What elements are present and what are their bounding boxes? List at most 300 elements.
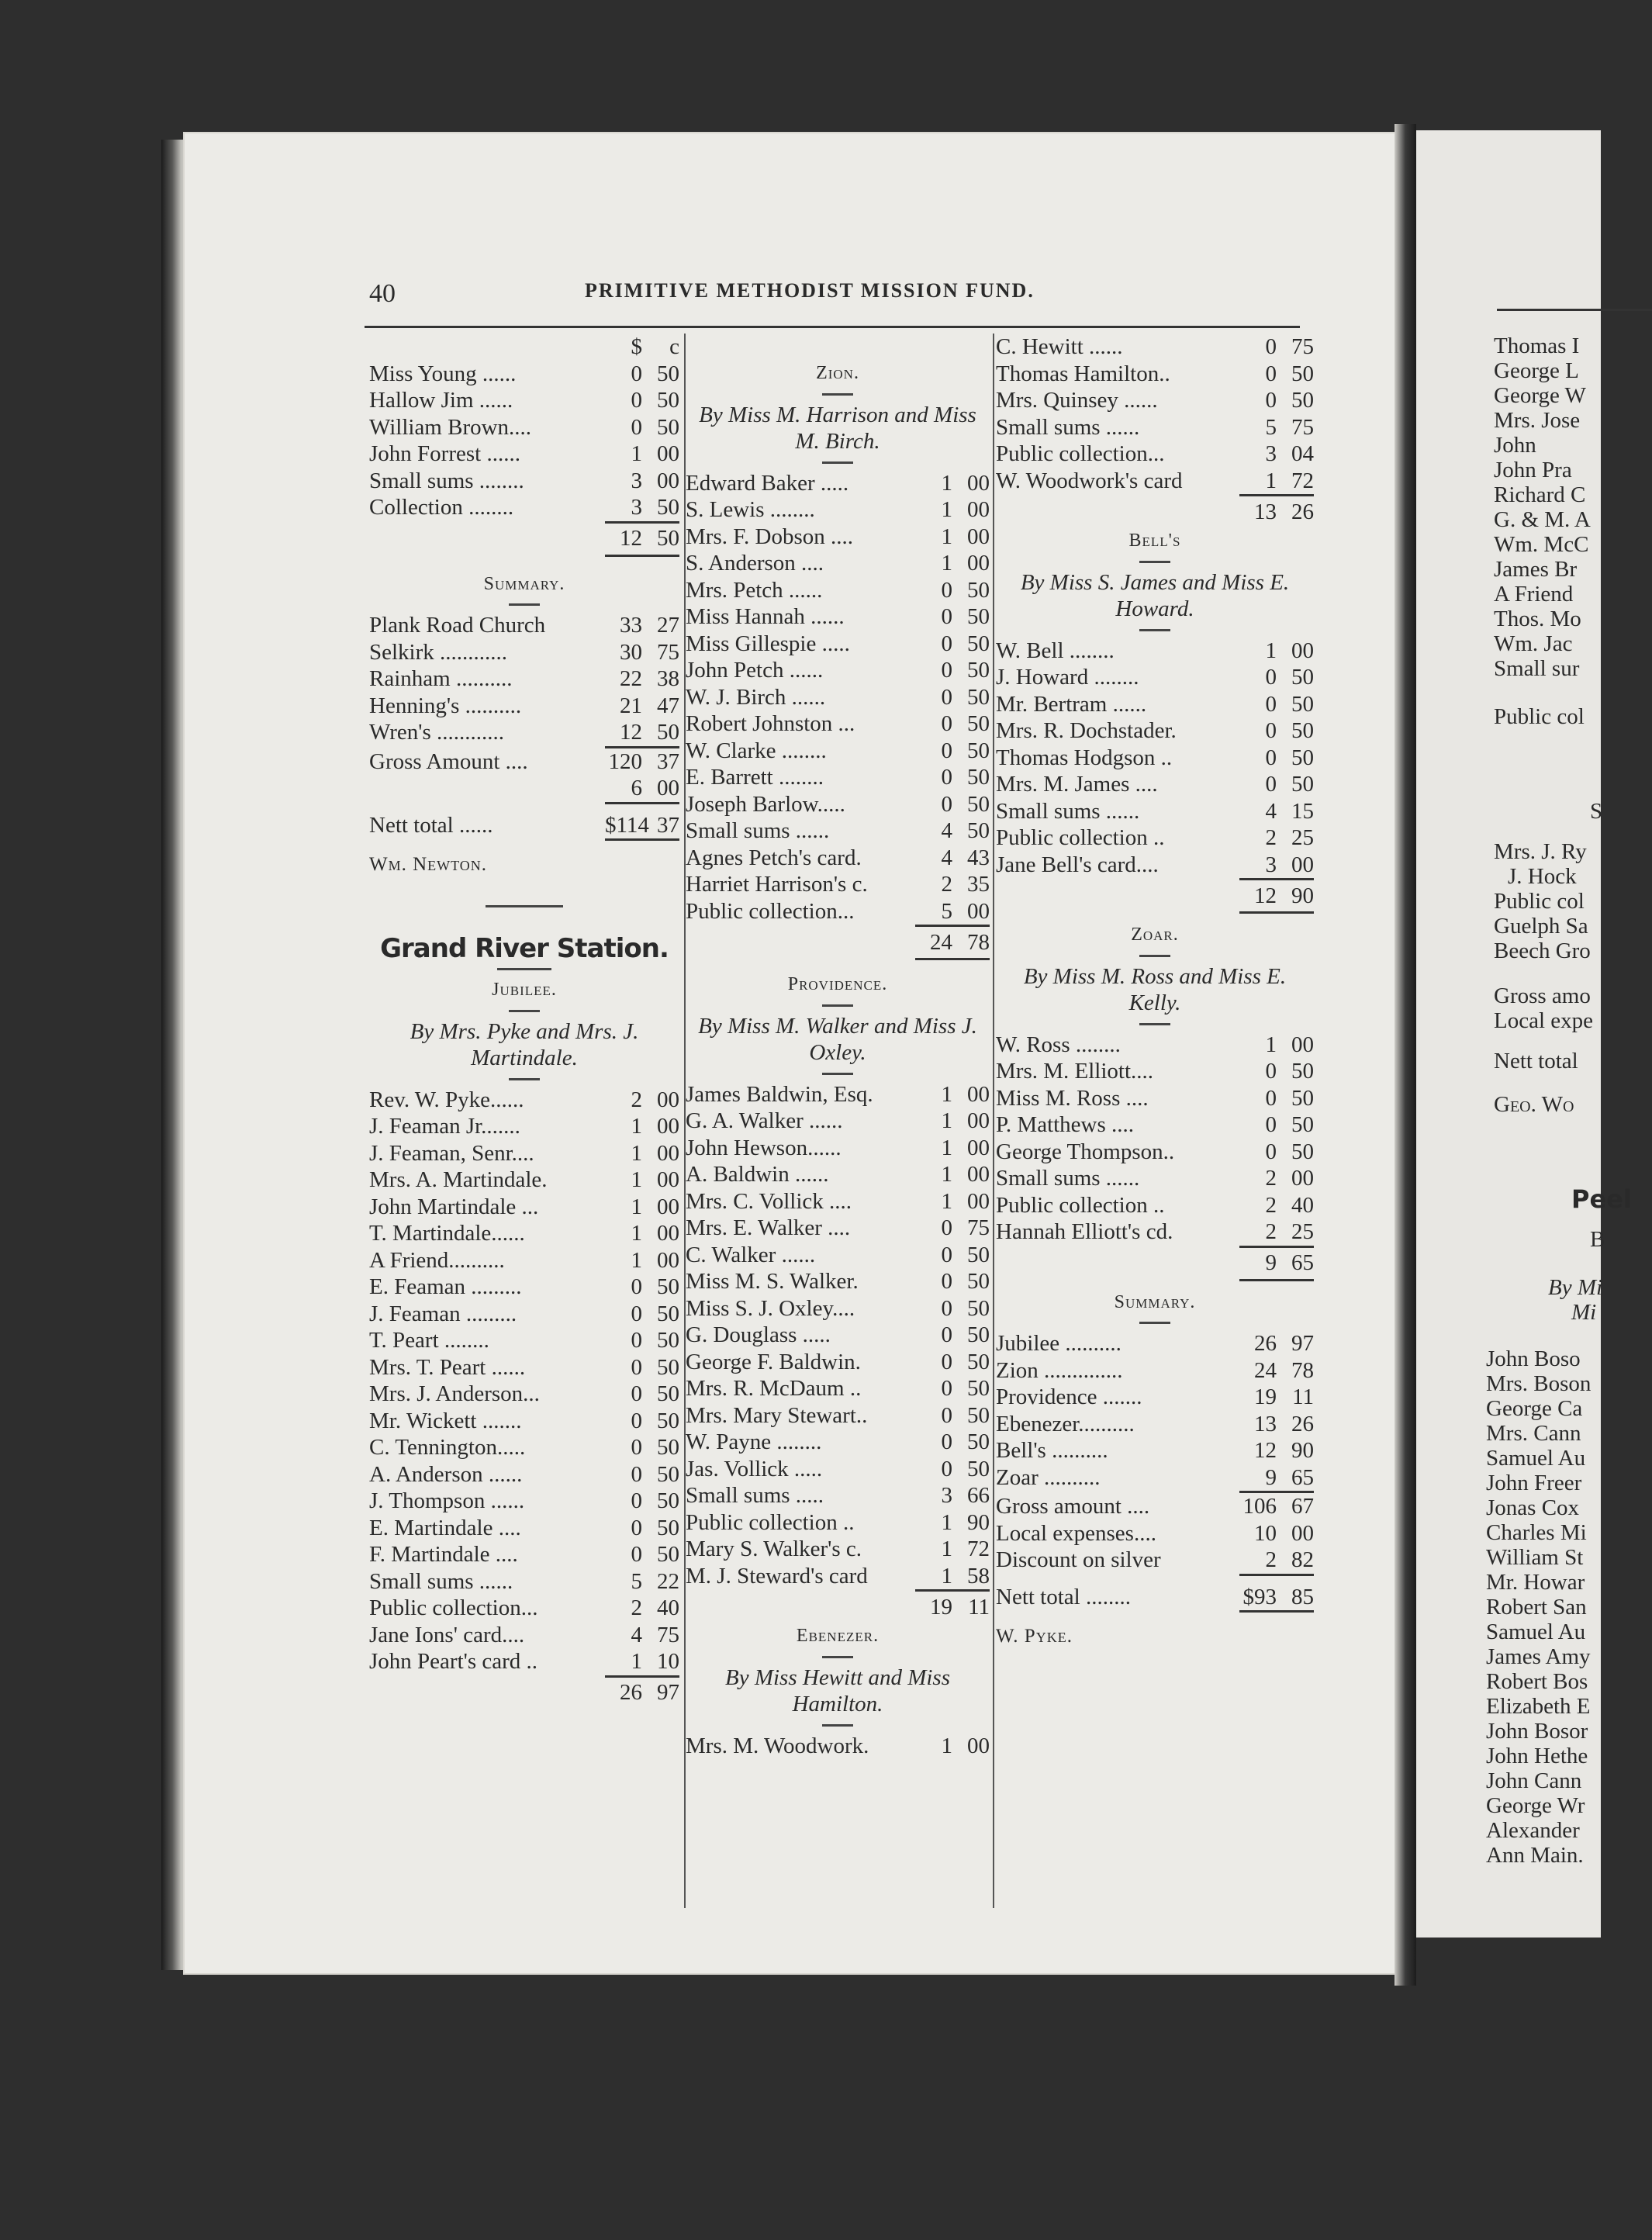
entry-name: Miss M. S. Walker. bbox=[686, 1269, 859, 1294]
right-page-line: G. & M. A bbox=[1494, 507, 1591, 532]
entry-cents: 50 bbox=[967, 738, 990, 763]
total-dollars: 9 bbox=[1265, 1250, 1277, 1276]
gross-amount-dollars: 120 bbox=[608, 748, 642, 774]
summary-heading: Summary. bbox=[1114, 1291, 1196, 1312]
discount-on-silver-dollars: 2 bbox=[1265, 1547, 1277, 1572]
station-dash bbox=[497, 968, 551, 970]
entry-cents: 50 bbox=[1291, 665, 1314, 690]
entry-row bbox=[686, 1733, 990, 1760]
entry-dollars: 1 bbox=[941, 1108, 952, 1133]
entry-cents: 50 bbox=[1291, 718, 1314, 743]
entry-name: Mrs. F. Dobson .... bbox=[686, 524, 854, 549]
heading-dash bbox=[822, 393, 853, 396]
entry-name: Edward Baker ..... bbox=[686, 470, 849, 496]
right-page-line: George Wr bbox=[1486, 1793, 1585, 1818]
gross-deduction-label bbox=[369, 775, 605, 802]
right-page-line: Thos. Mo bbox=[1494, 607, 1581, 631]
local-expenses-label: Local expenses.... bbox=[996, 1520, 1156, 1546]
heading-dash bbox=[1139, 561, 1170, 563]
bells-heading: Bell's bbox=[1128, 531, 1181, 551]
entry-dollars: 0 bbox=[631, 1354, 642, 1380]
right-page-line: John Pra bbox=[1494, 458, 1572, 482]
entry-dollars: 0 bbox=[941, 1242, 952, 1267]
entry-cents: 00 bbox=[1291, 1166, 1314, 1191]
entry-dollars: 2 bbox=[1265, 1219, 1277, 1244]
entry-dollars: 5 bbox=[941, 898, 952, 924]
heading-dash bbox=[1139, 1322, 1170, 1324]
entry-row bbox=[686, 1108, 990, 1135]
entry-row bbox=[369, 441, 679, 468]
entry-name: Thomas Hamilton.. bbox=[996, 361, 1170, 386]
page-number: 40 bbox=[369, 279, 396, 308]
entry-dollars: 2 bbox=[631, 1595, 642, 1620]
entry-cents: 00 bbox=[1291, 638, 1314, 663]
entry-cents: 00 bbox=[657, 468, 679, 493]
nett-total-cents: 37 bbox=[657, 812, 679, 838]
entry-dollars: 1 bbox=[941, 497, 952, 522]
entry-cents: 75 bbox=[967, 1215, 990, 1240]
entry-row bbox=[996, 638, 1314, 665]
entry-name: Public collection .. bbox=[686, 1509, 855, 1535]
entry-row bbox=[686, 1161, 990, 1188]
total-row bbox=[686, 927, 990, 958]
right-page-line: George W bbox=[1494, 383, 1586, 408]
ebenezer-heading: Ebenezer. bbox=[796, 1626, 880, 1646]
right-page-line: Public col bbox=[1494, 704, 1585, 729]
gross-amount-label: Gross amount .... bbox=[996, 1494, 1150, 1519]
bells-collectors: By Miss S. James and Miss E. Howard. bbox=[1020, 569, 1290, 621]
entry-dollars: 0 bbox=[631, 1274, 642, 1299]
entry-name: Mrs. M. Woodwork. bbox=[686, 1733, 869, 1758]
entry-name: J. Thompson ...... bbox=[369, 1488, 525, 1513]
entry-row bbox=[686, 1135, 990, 1162]
entry-cents: 50 bbox=[967, 658, 990, 683]
entry-dollars: 1 bbox=[941, 1162, 952, 1187]
entry-cents: 00 bbox=[967, 1108, 990, 1133]
entry-name: W. J. Birch ...... bbox=[686, 684, 826, 710]
entry-dollars: 4 bbox=[941, 818, 952, 843]
entry-name: Small sums ...... bbox=[996, 1166, 1140, 1191]
entry-cents: 50 bbox=[967, 1295, 990, 1321]
right-page-line: Mr. Howar bbox=[1486, 1570, 1585, 1595]
entry-name: Public collection... bbox=[369, 1595, 538, 1620]
entry-row bbox=[369, 1113, 679, 1140]
entry-name: Harriet Harrison's c. bbox=[686, 872, 868, 897]
entry-cents: 00 bbox=[657, 1140, 679, 1166]
entry-row bbox=[996, 1085, 1314, 1112]
entry-dollars: 1 bbox=[631, 1221, 642, 1246]
entry-cents: 50 bbox=[1291, 772, 1314, 797]
entry-dollars: 2 bbox=[631, 1087, 642, 1112]
entry-cents: 50 bbox=[657, 388, 679, 413]
entry-dollars: 19 bbox=[1254, 1384, 1277, 1409]
entry-name: Collection ........ bbox=[369, 495, 514, 520]
entry-cents: 00 bbox=[967, 1081, 990, 1107]
right-page-line: Mrs. Cann bbox=[1486, 1421, 1581, 1446]
total-dollars: 19 bbox=[930, 1594, 952, 1620]
entry-row bbox=[369, 1568, 679, 1595]
local-expenses bbox=[996, 1520, 1314, 1547]
nett-total bbox=[996, 1584, 1314, 1611]
nett-total-dollars: $93 bbox=[1242, 1584, 1277, 1609]
entry-name: Bell's .......... bbox=[996, 1438, 1108, 1463]
entry-cents: 50 bbox=[967, 1456, 990, 1481]
entry-cents: 72 bbox=[1291, 468, 1314, 493]
right-page-line: John bbox=[1494, 433, 1536, 458]
entry-cents: 50 bbox=[657, 1488, 679, 1513]
entry-name: Public collection... bbox=[996, 441, 1165, 466]
entry-name: J. Feaman ......... bbox=[369, 1301, 517, 1326]
right-page-line: Charles Mi bbox=[1486, 1520, 1587, 1545]
entry-cents: 00 bbox=[967, 1162, 990, 1187]
total-row bbox=[369, 524, 679, 555]
currency-dollar: $ bbox=[631, 334, 642, 359]
right-page-line: James Br bbox=[1494, 557, 1578, 582]
entry-dollars: 0 bbox=[941, 658, 952, 683]
entry-row bbox=[369, 1515, 679, 1542]
entry-name: A Friend.......... bbox=[369, 1247, 505, 1273]
entry-name: Mrs. C. Vollick .... bbox=[686, 1188, 852, 1214]
entry-name: John Martindale ... bbox=[369, 1194, 539, 1219]
entry-row bbox=[996, 1330, 1314, 1357]
entry-cents: 50 bbox=[967, 1429, 990, 1454]
entry-dollars: 0 bbox=[941, 1322, 952, 1347]
jubilee-collectors: By Mrs. Pyke and Mrs. J. Martindale. bbox=[410, 1018, 639, 1070]
entry-name: Robert Johnston ... bbox=[686, 711, 855, 736]
entry-row bbox=[369, 414, 679, 441]
entry-cents: 50 bbox=[967, 631, 990, 656]
entry-row bbox=[369, 1461, 679, 1488]
entry-cents: 90 bbox=[1291, 1438, 1314, 1463]
gross-deduction bbox=[369, 775, 679, 802]
entry-row bbox=[996, 334, 1314, 361]
entry-dollars: 1 bbox=[1265, 468, 1277, 493]
entry-name: M. J. Steward's card bbox=[686, 1563, 868, 1588]
entry-name: Mrs. Quinsey ...... bbox=[996, 388, 1158, 413]
entry-row bbox=[686, 496, 990, 524]
entry-name: George F. Baldwin. bbox=[686, 1349, 861, 1374]
byline-dash bbox=[1139, 1023, 1170, 1025]
currency-header bbox=[369, 334, 679, 361]
entry-dollars: 0 bbox=[1265, 718, 1277, 743]
right-page-line: Wm. Jac bbox=[1494, 631, 1573, 656]
entry-cents: 50 bbox=[967, 604, 990, 629]
entry-name: Mrs. Mary Stewart.. bbox=[686, 1402, 868, 1428]
entry-name: John Peart's card .. bbox=[369, 1649, 538, 1674]
right-page-line: William St bbox=[1486, 1545, 1584, 1570]
entry-cents: 00 bbox=[657, 441, 679, 466]
right-page-line: George L bbox=[1494, 358, 1579, 383]
nett-total-cents: 85 bbox=[1291, 1584, 1314, 1609]
entry-row bbox=[686, 1456, 990, 1483]
entry-dollars: 0 bbox=[631, 388, 642, 413]
entry-dollars: 4 bbox=[631, 1622, 642, 1647]
providence-heading: Providence. bbox=[787, 974, 888, 994]
entry-dollars: 5 bbox=[631, 1568, 642, 1594]
entry-row bbox=[686, 1482, 990, 1509]
right-page-line: Public col bbox=[1494, 889, 1585, 914]
entry-cents: 00 bbox=[967, 1135, 990, 1160]
entry-dollars: 3 bbox=[631, 495, 642, 520]
byline-dash bbox=[509, 1078, 540, 1080]
entry-name: A. Baldwin ...... bbox=[686, 1162, 829, 1187]
entry-name: Providence ....... bbox=[996, 1384, 1142, 1409]
entry-cents: 00 bbox=[1291, 1032, 1314, 1057]
entry-name: S. Lewis ........ bbox=[686, 497, 815, 522]
entry-name: Agnes Petch's card. bbox=[686, 845, 862, 870]
entry-cents: 50 bbox=[967, 1269, 990, 1294]
entry-row bbox=[369, 1488, 679, 1515]
entry-dollars: 1 bbox=[941, 551, 952, 576]
entry-row bbox=[996, 824, 1314, 852]
entry-row bbox=[996, 387, 1314, 414]
entry-name: Miss S. J. Oxley.... bbox=[686, 1295, 855, 1321]
entry-name: Ebenezer.......... bbox=[996, 1411, 1135, 1436]
entry-name: Miss Young ...... bbox=[369, 361, 517, 386]
right-page-line: John Cann bbox=[1486, 1768, 1582, 1793]
entry-dollars: 0 bbox=[1265, 334, 1277, 359]
entry-name: Zoar .......... bbox=[996, 1464, 1101, 1490]
entry-dollars: 3 bbox=[1265, 852, 1277, 877]
entry-cents: 25 bbox=[1291, 825, 1314, 850]
entry-row bbox=[996, 1411, 1314, 1438]
zion-heading: Zion. bbox=[816, 363, 859, 383]
entry-dollars: 12 bbox=[1254, 1438, 1277, 1463]
entry-name: Zion .............. bbox=[996, 1357, 1123, 1383]
entry-row bbox=[369, 1381, 679, 1408]
entry-cents: 75 bbox=[1291, 334, 1314, 359]
entry-name: Mrs. M. James .... bbox=[996, 772, 1158, 797]
right-page-line: Mi bbox=[1571, 1300, 1597, 1325]
entry-cents: 38 bbox=[657, 666, 679, 691]
entry-row bbox=[686, 524, 990, 551]
entry-dollars: 0 bbox=[1265, 772, 1277, 797]
right-page-line: Small sur bbox=[1494, 656, 1580, 681]
discount-on-silver-label: Discount on silver bbox=[996, 1547, 1161, 1572]
entry-row bbox=[686, 898, 990, 925]
entry-cents: 50 bbox=[657, 720, 679, 745]
gross-amount-label: Gross Amount .... bbox=[369, 748, 528, 774]
entry-dollars: 0 bbox=[1265, 665, 1277, 690]
entry-name: Small sums ...... bbox=[369, 1568, 513, 1594]
entry-row bbox=[996, 1111, 1314, 1139]
entry-dollars: 0 bbox=[1265, 361, 1277, 386]
entry-row bbox=[996, 717, 1314, 745]
entry-name: W. Woodwork's card bbox=[996, 468, 1183, 493]
total-row bbox=[369, 1678, 679, 1709]
entry-cents: 50 bbox=[1291, 1059, 1314, 1084]
entry-dollars: 1 bbox=[941, 470, 952, 496]
heading-dash bbox=[822, 1004, 853, 1007]
entry-name: J. Feaman, Senr.... bbox=[369, 1140, 534, 1166]
right-page-line: John Boso bbox=[1486, 1346, 1581, 1371]
column-divider-2 bbox=[993, 334, 994, 1908]
entry-cents: 43 bbox=[967, 845, 990, 870]
right-page-line: B bbox=[1590, 1227, 1605, 1252]
entry-dollars: 1 bbox=[941, 1081, 952, 1107]
entry-dollars: 0 bbox=[941, 711, 952, 736]
entry-cents: 00 bbox=[657, 1247, 679, 1273]
entry-dollars: 0 bbox=[1265, 388, 1277, 413]
total-row bbox=[996, 1248, 1314, 1279]
entry-row bbox=[686, 1268, 990, 1295]
heading-dash bbox=[822, 1656, 853, 1658]
entry-dollars: 0 bbox=[941, 1456, 952, 1481]
right-page-line: Local expe bbox=[1494, 1008, 1594, 1033]
entry-dollars: 4 bbox=[941, 845, 952, 870]
total-row bbox=[996, 880, 1314, 911]
entry-dollars: 0 bbox=[631, 1515, 642, 1540]
nett-total-dollars: $114 bbox=[605, 812, 649, 838]
entry-dollars: 0 bbox=[1265, 745, 1277, 770]
entry-row bbox=[996, 1165, 1314, 1192]
entry-dollars: 21 bbox=[620, 693, 642, 718]
section-dash bbox=[486, 905, 563, 907]
entry-cents: 75 bbox=[657, 639, 679, 665]
entry-cents: 50 bbox=[657, 1381, 679, 1406]
entry-dollars: 1 bbox=[941, 524, 952, 549]
entry-dollars: 0 bbox=[941, 1349, 952, 1374]
entry-cents: 00 bbox=[657, 1194, 679, 1219]
entry-dollars: 1 bbox=[941, 1563, 952, 1588]
entry-name: Thomas Hodgson .. bbox=[996, 745, 1173, 770]
entry-dollars: 0 bbox=[631, 414, 642, 440]
entry-dollars: 0 bbox=[941, 1269, 952, 1294]
entry-row bbox=[369, 1327, 679, 1354]
entry-name: Small sums ..... bbox=[686, 1483, 824, 1508]
total-cents: 26 bbox=[1291, 499, 1314, 524]
heading-dash bbox=[1139, 955, 1170, 957]
right-page-line: George Ca bbox=[1486, 1396, 1583, 1421]
entry-cents: 50 bbox=[657, 495, 679, 520]
entry-cents: 50 bbox=[967, 684, 990, 710]
right-page-line: Geo. Wo bbox=[1494, 1092, 1574, 1117]
entry-cents: 50 bbox=[657, 1515, 679, 1540]
entry-row bbox=[686, 845, 990, 872]
entry-name: Public collection .. bbox=[996, 1192, 1165, 1218]
entry-row bbox=[996, 1192, 1314, 1219]
entry-cents: 50 bbox=[1291, 1085, 1314, 1111]
entry-row bbox=[996, 1032, 1314, 1059]
right-page-line: Elizabeth E bbox=[1486, 1694, 1591, 1719]
entry-cents: 11 bbox=[1292, 1384, 1314, 1409]
entry-row bbox=[369, 1140, 679, 1167]
entry-row bbox=[996, 771, 1314, 798]
entry-dollars: 0 bbox=[1265, 1112, 1277, 1137]
entry-name: J. Howard ........ bbox=[996, 665, 1139, 690]
total-cents: 90 bbox=[1291, 883, 1314, 908]
entry-name: Public collection .. bbox=[996, 825, 1165, 850]
entry-dollars: 0 bbox=[631, 1488, 642, 1513]
entry-cents: 50 bbox=[1291, 691, 1314, 717]
nett-total-label: Nett total ........ bbox=[996, 1584, 1131, 1609]
entry-cents: 26 bbox=[1291, 1411, 1314, 1436]
entry-name: Public collection... bbox=[686, 898, 855, 924]
entry-row bbox=[369, 1167, 679, 1194]
entry-row bbox=[686, 710, 990, 738]
entry-row bbox=[369, 639, 679, 666]
entry-cents: 00 bbox=[967, 1733, 990, 1758]
entry-name: A. Anderson ...... bbox=[369, 1461, 523, 1487]
entry-name: Mr. Bertram ...... bbox=[996, 691, 1147, 717]
right-page-line: John Hethe bbox=[1486, 1744, 1588, 1768]
entry-row bbox=[369, 1354, 679, 1381]
entry-row bbox=[686, 871, 990, 898]
entry-cents: 00 bbox=[657, 1087, 679, 1112]
entry-row bbox=[369, 1247, 679, 1274]
entry-cents: 22 bbox=[657, 1568, 679, 1594]
entry-row bbox=[996, 664, 1314, 691]
entry-row bbox=[686, 1188, 990, 1215]
entry-dollars: 0 bbox=[941, 577, 952, 603]
right-header-rule bbox=[1497, 309, 1652, 311]
entry-cents: 50 bbox=[657, 1542, 679, 1567]
entry-row bbox=[996, 361, 1314, 388]
entry-name: Wren's ............ bbox=[369, 720, 504, 745]
entry-name: S. Anderson .... bbox=[686, 551, 824, 576]
entry-dollars: 0 bbox=[631, 1542, 642, 1567]
entry-dollars: 0 bbox=[941, 738, 952, 763]
entry-row bbox=[996, 1058, 1314, 1085]
discount-on-silver-cents: 82 bbox=[1291, 1547, 1314, 1572]
entry-row bbox=[996, 1437, 1314, 1464]
entry-cents: 00 bbox=[657, 1114, 679, 1139]
entry-name: P. Matthews .... bbox=[996, 1112, 1135, 1137]
entry-cents: 50 bbox=[967, 791, 990, 817]
zoar-heading: Zoar. bbox=[1131, 925, 1179, 945]
entry-row bbox=[369, 693, 679, 720]
entry-cents: 00 bbox=[967, 1188, 990, 1214]
entry-name: Mr. Wickett ....... bbox=[369, 1408, 522, 1433]
entry-dollars: 1 bbox=[941, 1537, 952, 1561]
entry-dollars: 13 bbox=[1254, 1411, 1277, 1436]
entry-row bbox=[369, 1220, 679, 1247]
entry-name: Mrs. M. Elliott.... bbox=[996, 1059, 1154, 1084]
entry-dollars: 1 bbox=[631, 1167, 642, 1192]
entry-name: Mrs. R. McDaum .. bbox=[686, 1376, 862, 1401]
entry-name: E. Feaman ......... bbox=[369, 1274, 522, 1299]
entry-cents: 35 bbox=[967, 872, 990, 897]
entry-dollars: 0 bbox=[631, 1328, 642, 1353]
entry-row bbox=[686, 470, 990, 497]
entry-row bbox=[369, 361, 679, 388]
currency-cent: c bbox=[669, 334, 679, 359]
entry-row bbox=[369, 1274, 679, 1301]
signature: W. Pyke. bbox=[996, 1626, 1073, 1647]
entry-dollars: 1 bbox=[631, 1140, 642, 1166]
entry-dollars: 0 bbox=[941, 791, 952, 817]
right-page-fragment bbox=[1416, 130, 1632, 1938]
entry-row bbox=[686, 818, 990, 845]
gross-amount-cents: 67 bbox=[1291, 1494, 1314, 1519]
providence-collectors: By Miss M. Walker and Miss J. Oxley. bbox=[698, 1013, 977, 1065]
entry-dollars: 5 bbox=[1265, 414, 1277, 440]
entry-cents: 00 bbox=[967, 898, 990, 924]
entry-dollars: 1 bbox=[941, 1188, 952, 1214]
right-page-line: J. Hock bbox=[1508, 864, 1577, 889]
entry-dollars: 0 bbox=[941, 1295, 952, 1321]
entry-name: G. Douglass ..... bbox=[686, 1322, 831, 1347]
entry-row bbox=[369, 665, 679, 693]
right-page-line: Robert Bos bbox=[1486, 1669, 1588, 1694]
entry-row bbox=[996, 414, 1314, 441]
heading-dash bbox=[509, 1010, 540, 1012]
entry-dollars: 22 bbox=[620, 666, 642, 691]
entry-cents: 00 bbox=[1291, 852, 1314, 877]
right-page-line: Mrs. Jose bbox=[1494, 408, 1581, 433]
entry-dollars: 2 bbox=[1265, 825, 1277, 850]
entry-name: Jas. Vollick ..... bbox=[686, 1456, 823, 1481]
